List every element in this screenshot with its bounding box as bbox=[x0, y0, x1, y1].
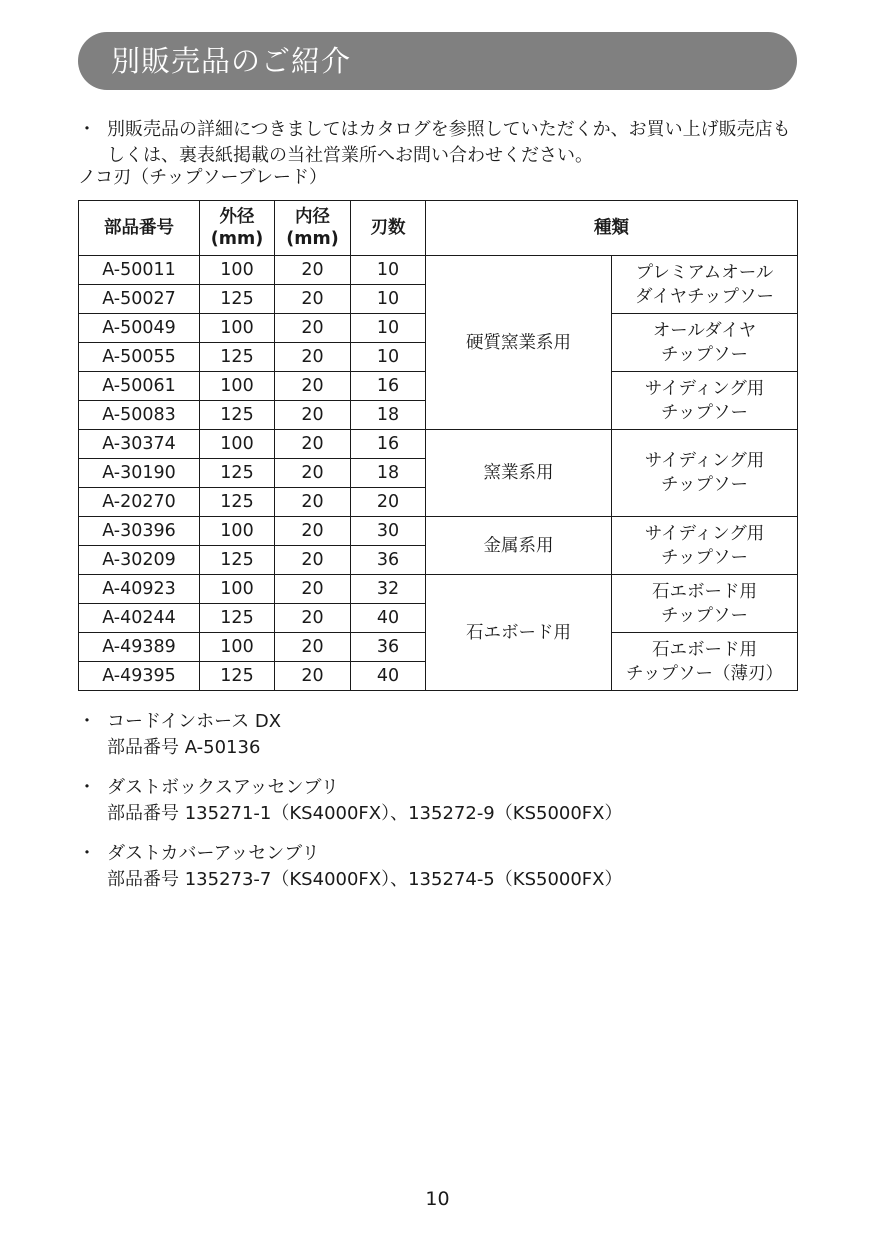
cell-teeth: 10 bbox=[351, 256, 426, 285]
table-header-row bbox=[79, 201, 798, 256]
cell-inner: 20 bbox=[275, 633, 351, 662]
cell-inner: 20 bbox=[275, 343, 351, 372]
accessory-name: ダストボックスアッセンブリ bbox=[107, 777, 339, 798]
header-part-number: 部品番号 bbox=[79, 201, 200, 256]
cell-part: A-30209 bbox=[79, 546, 200, 575]
blade-parts-table bbox=[78, 200, 798, 691]
accessory-part-number: 部品番号 135273-7（KS4000FX）、135274-5（KS5000FX） bbox=[107, 869, 623, 890]
cell-inner: 20 bbox=[275, 488, 351, 517]
cell-inner: 20 bbox=[275, 575, 351, 604]
cell-teeth: 16 bbox=[351, 372, 426, 401]
cell-inner: 20 bbox=[275, 314, 351, 343]
type-text: 石エボード用 チップソー（薄刃） bbox=[626, 639, 783, 684]
cell-part: A-50027 bbox=[79, 285, 200, 314]
cell-teeth: 10 bbox=[351, 314, 426, 343]
cell-part: A-49395 bbox=[79, 662, 200, 691]
cell-inner: 20 bbox=[275, 401, 351, 430]
header-outer-diameter bbox=[200, 201, 275, 256]
type-cell bbox=[612, 633, 798, 691]
bullet: ・ bbox=[78, 711, 96, 732]
cell-inner: 20 bbox=[275, 372, 351, 401]
cell-teeth: 18 bbox=[351, 401, 426, 430]
accessory-name: コードインホース DX bbox=[107, 711, 282, 732]
cell-inner: 20 bbox=[275, 517, 351, 546]
cell-part: A-40244 bbox=[79, 604, 200, 633]
section-label: ノコ刃（チップソーブレード） bbox=[78, 167, 327, 188]
cell-outer: 125 bbox=[200, 662, 275, 691]
table-row bbox=[79, 575, 798, 604]
type-text: サイディング用 チップソー bbox=[644, 378, 765, 423]
cell-teeth: 40 bbox=[351, 604, 426, 633]
type-cell bbox=[612, 256, 798, 314]
cell-teeth: 10 bbox=[351, 343, 426, 372]
cell-part: A-50061 bbox=[79, 372, 200, 401]
category-cell: 窯業系用 bbox=[426, 430, 612, 517]
cell-outer: 100 bbox=[200, 575, 275, 604]
cell-teeth: 32 bbox=[351, 575, 426, 604]
accessory-name: ダストカバーアッセンブリ bbox=[107, 843, 320, 864]
cell-outer: 125 bbox=[200, 488, 275, 517]
cell-part: A-50011 bbox=[79, 256, 200, 285]
cell-inner: 20 bbox=[275, 546, 351, 575]
cell-inner: 20 bbox=[275, 662, 351, 691]
type-cell bbox=[612, 314, 798, 372]
page-number: 10 bbox=[425, 1188, 450, 1210]
header-outer-text: 外径 (mm) bbox=[210, 207, 264, 249]
header-inner-diameter bbox=[275, 201, 351, 256]
header-inner-text: 内径 (mm) bbox=[286, 207, 339, 249]
type-text: オールダイヤ チップソー bbox=[652, 320, 757, 365]
list-item bbox=[78, 709, 808, 761]
cell-part: A-50055 bbox=[79, 343, 200, 372]
type-text: サイディング用 チップソー bbox=[644, 523, 765, 568]
type-text: プレミアムオール ダイヤチップソー bbox=[634, 262, 775, 307]
cell-outer: 125 bbox=[200, 459, 275, 488]
type-cell bbox=[612, 372, 798, 430]
cell-outer: 100 bbox=[200, 517, 275, 546]
type-text: 石エボード用 チップソー bbox=[652, 581, 757, 626]
bullet: ・ bbox=[78, 843, 96, 864]
accessory-part-number: 部品番号 135271-1（KS4000FX）、135272-9（KS5000FX） bbox=[107, 803, 623, 824]
cell-part: A-40923 bbox=[79, 575, 200, 604]
cell-teeth: 18 bbox=[351, 459, 426, 488]
cell-teeth: 40 bbox=[351, 662, 426, 691]
header-type: 種類 bbox=[426, 201, 798, 256]
cell-inner: 20 bbox=[275, 604, 351, 633]
cell-teeth: 16 bbox=[351, 430, 426, 459]
cell-part: A-30396 bbox=[79, 517, 200, 546]
accessory-part-number: 部品番号 A-50136 bbox=[107, 737, 261, 758]
page-title: 別販売品のご紹介 bbox=[78, 32, 797, 90]
bullet: ・ bbox=[78, 777, 96, 798]
list-item bbox=[78, 841, 808, 893]
type-text: サイディング用 チップソー bbox=[644, 451, 765, 495]
table-row bbox=[79, 517, 798, 546]
table-row bbox=[79, 256, 798, 285]
cell-part: A-49389 bbox=[79, 633, 200, 662]
cell-outer: 100 bbox=[200, 633, 275, 662]
cell-outer: 125 bbox=[200, 343, 275, 372]
cell-outer: 100 bbox=[200, 314, 275, 343]
cell-outer: 125 bbox=[200, 546, 275, 575]
cell-outer: 100 bbox=[200, 256, 275, 285]
cell-outer: 100 bbox=[200, 372, 275, 401]
cell-teeth: 20 bbox=[351, 488, 426, 517]
cell-teeth: 36 bbox=[351, 633, 426, 662]
cell-part: A-20270 bbox=[79, 488, 200, 517]
cell-part: A-50049 bbox=[79, 314, 200, 343]
cell-inner: 20 bbox=[275, 430, 351, 459]
cell-part: A-30374 bbox=[79, 430, 200, 459]
list-item bbox=[78, 775, 808, 827]
cell-outer: 100 bbox=[200, 430, 275, 459]
header-teeth: 刃数 bbox=[351, 201, 426, 256]
cell-inner: 20 bbox=[275, 256, 351, 285]
cell-teeth: 10 bbox=[351, 285, 426, 314]
cell-teeth: 36 bbox=[351, 546, 426, 575]
table-row bbox=[79, 430, 798, 459]
cell-part: A-50083 bbox=[79, 401, 200, 430]
cell-teeth: 30 bbox=[351, 517, 426, 546]
type-cell bbox=[612, 430, 798, 517]
category-cell: 金属系用 bbox=[426, 517, 612, 575]
cell-outer: 125 bbox=[200, 285, 275, 314]
cell-part: A-30190 bbox=[79, 459, 200, 488]
intro-note bbox=[78, 117, 808, 169]
type-cell bbox=[612, 575, 798, 633]
bullet: ・ bbox=[78, 119, 96, 140]
category-cell: 硬質窯業系用 bbox=[426, 256, 612, 430]
type-cell bbox=[612, 517, 798, 575]
cell-outer: 125 bbox=[200, 401, 275, 430]
category-cell: 石エボード用 bbox=[426, 575, 612, 691]
cell-outer: 125 bbox=[200, 604, 275, 633]
intro-text: 別販売品の詳細につきましてはカタログを参照していただくか、お買い上げ販売店もしくは、裏表紙掲載の当社営業所へお問い合わせください。 bbox=[107, 119, 791, 166]
cell-inner: 20 bbox=[275, 459, 351, 488]
cell-inner: 20 bbox=[275, 285, 351, 314]
accessory-list bbox=[78, 709, 808, 907]
